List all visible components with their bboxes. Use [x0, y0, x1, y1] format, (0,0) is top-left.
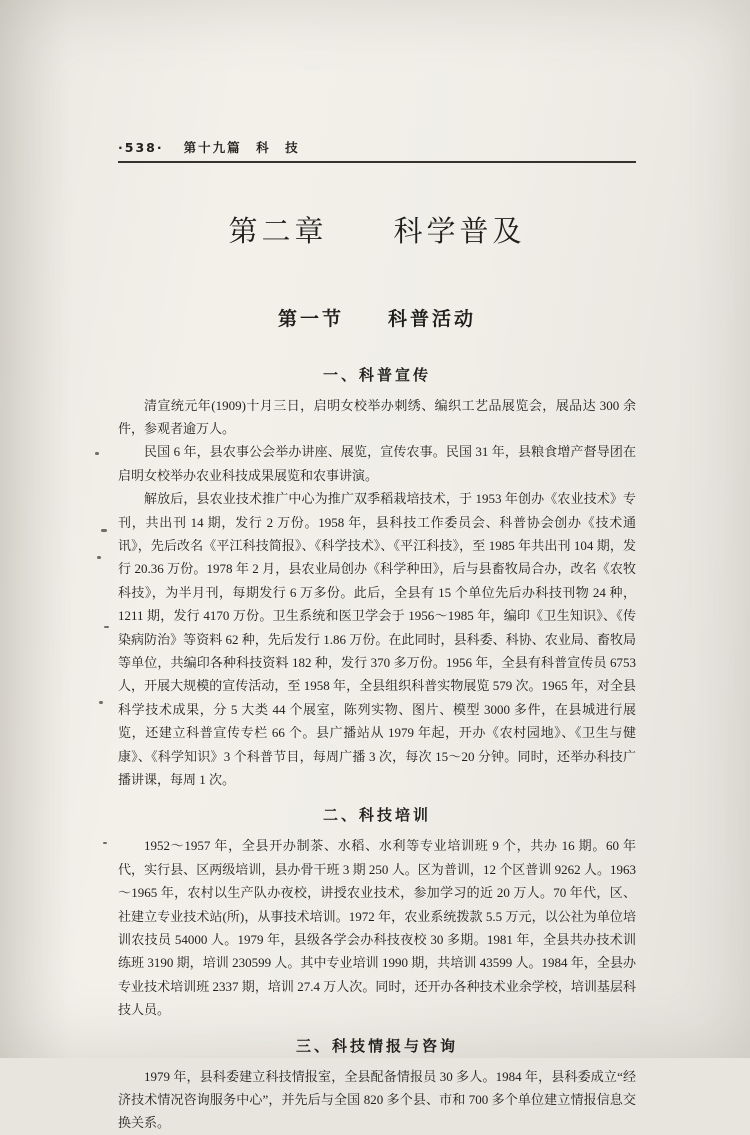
page-content: [118, 0, 636, 1135]
scan-speck: [103, 842, 107, 844]
page-header: [118, 138, 636, 156]
scan-gutter-shadow: [0, 0, 70, 1058]
chapter-title: 第二章 科学普及: [228, 215, 526, 248]
page-number: ·538·: [118, 140, 164, 155]
scan-speck: [104, 626, 109, 628]
paragraph: 民国 6 年，县农事公会举办讲座、展览，宣传农事。民国 31 年，县粮食增产督导团在启明女校举办农业科技成果展览和农事讲演。: [118, 444, 636, 483]
scan-speck: [95, 452, 99, 455]
paragraph: 清宣统元年(1909)十月三日，启明女校举办刺绣、编织工艺品展览会，展品达 300 余件，参观者逾万人。: [118, 397, 636, 436]
subsection-heading-2: 二、科技培训: [322, 806, 431, 825]
scan-speck: [97, 556, 101, 559]
subsection-heading-3: 三、科技情报与咨询: [295, 1036, 458, 1055]
running-title: 第十九篇 科 技: [183, 140, 300, 155]
paragraph: 1952～1957 年，全县开办制茶、水稻、水利等专业培训班 9 个，共办 16 期。60 年代，实行县、区两级培训，县办骨干班 3 期 250 人。区为普训，12 个区普训 9262 人。1963～1965 年，农村以生产队办夜校，讲授农业技术，参加学习的近 20 万人。70 年代，区、社建立专业技术站(所)，从事技术培训。1972 年，农业系统拨款 5.5 万元，以公社为单位培训农技员 54000 人。1979 年，县级各学会办科技夜校 30 多期。1981 年，全县共办技术训练班 3190 期，培训 230599 人。其中专业培训 1990 期，共培训 43599 人。1984 年，全县办专业技术培训班 2337 期，培训 27.4 万人次。同时，还开办各种技术业余学校，培训基层科技人员。: [118, 838, 636, 1018]
scan-speck: [99, 701, 103, 704]
section-title: 第一节 科普活动: [277, 307, 476, 330]
header-rule: [118, 161, 636, 163]
subsection-heading-1: 一、科普宣传: [322, 365, 431, 384]
paragraph: 解放后，县农业技术推广中心为推广双季稻栽培技术，于 1953 年创办《农业技术》专刊，共出刊 14 期，发行 2 万份。1958 年，县科技工作委员会、科普协会创办《技术通讯》，先后改名《平江科技简报》、《科学技术》、《平江科技》，至 1985 年共出刊 104 期，发行 20.36 万份。1978 年 2 月，县农业局创办《科学种田》，后与县畜牧局合办，改名《农牧科技》，为半月刊，每期发行 6 万多份。此后，全县有 15 个单位先后办科技刊物 24 种，1211 期，发行 4170 万份。卫生系统和医卫学会于 1956～1985 年，编印《卫生知识》、《传染病防治》等资料 62 种，先后发行 1.86 万份。在此同时，县科委、科协、农业局、畜牧局等单位，共编印各种科技资料 182 种，发行 370 多万份。1956 年，全县有科普宣传员 6753 人，开展大规模的宣传活动，至 1958 年，全县组织科普实物展览 579 次。1965 年，对全县科学技术成果，分 5 大类 44 个展室，陈列实物、图片、模型 3000 多件，在县城进行展览，还建立科普宣传专栏 66 个。县广播站从 1979 年起，开办《农村园地》、《卫生与健康》、《科学知识》3 个科普节目，每周广播 3 次，每次 15～20 分钟。同时，还举办科技广播讲课，每周 1 次。: [118, 491, 636, 787]
paragraph: 1979 年，县科委建立科技情报室，全县配备情报员 30 多人。1984 年，县科委成立“经济技术情况咨询服务中心”，并先后与全国 820 多个县、市和 700 多个单位建立情报信息交换关系。: [118, 1068, 636, 1131]
scan-speck: [101, 529, 107, 532]
